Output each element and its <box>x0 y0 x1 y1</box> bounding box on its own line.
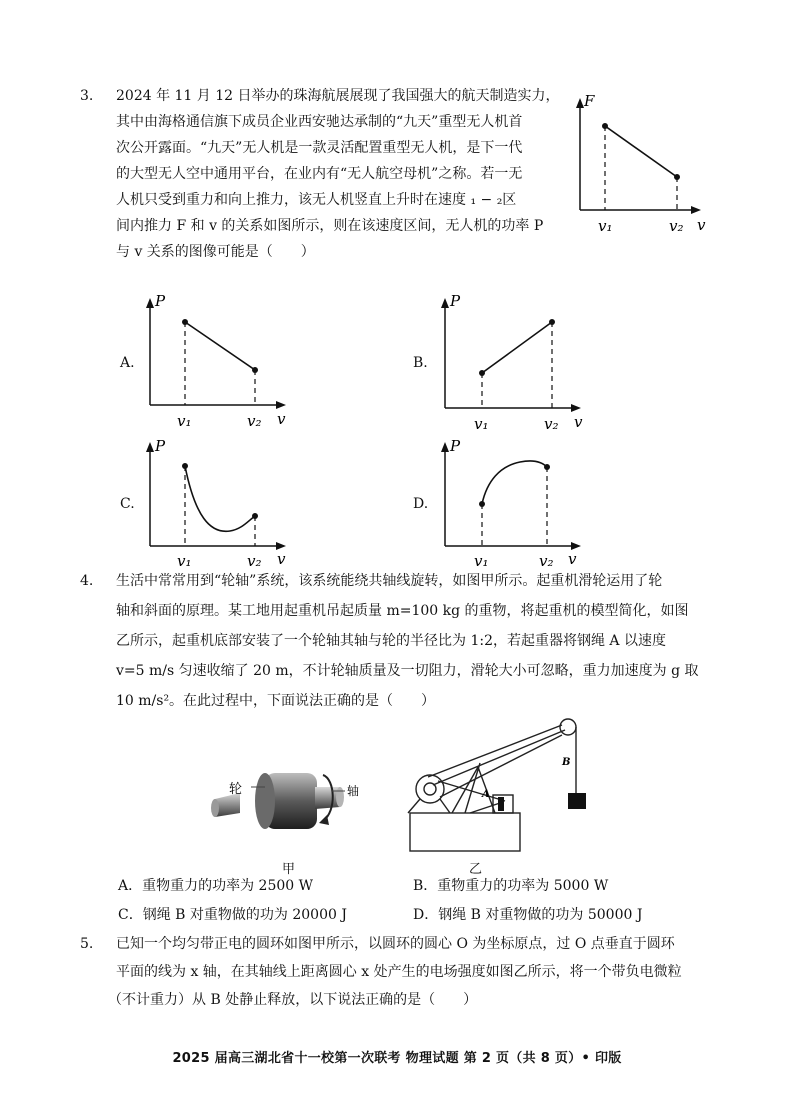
c-v1-label: v₁ <box>177 552 192 568</box>
q3-line-3: 次公开露面。“九天”无人机是一款灵活配置重型无人机，是下一代 <box>116 140 523 156</box>
pulley <box>560 719 576 735</box>
main-x-label: v <box>697 216 706 234</box>
main-y-label: F <box>584 92 595 110</box>
main-f-line <box>605 126 677 177</box>
wheel-label: 轮 <box>229 782 243 797</box>
q4-line-2: 轴和斜面的原理。某工地用起重机吊起质量 m=100 kg 的重物，将起重机的模型简化，如图 <box>116 603 689 619</box>
d-y-label: P <box>450 437 461 455</box>
d-v2-label: v₂ <box>539 552 554 568</box>
fig-jia-caption: 甲 <box>282 862 296 877</box>
q4-option-d[interactable]: D．钢绳 B 对重物做的功为 50000 J <box>413 907 643 923</box>
crane-base <box>410 813 520 851</box>
d-v1-label: v₁ <box>474 552 489 568</box>
a-x-label: v <box>277 410 286 428</box>
crane-winch <box>416 775 444 803</box>
b-x-label: v <box>574 413 583 430</box>
q3-option-c-graph[interactable] <box>140 436 300 568</box>
axle-label: 轴 <box>347 784 360 798</box>
b-p-line <box>482 322 552 373</box>
main-point-1 <box>602 123 608 129</box>
q5-line-1: 已知一个均匀带正电的圆环如图甲所示，以圆环的圆心 O 为坐标原点，过 O 点垂直于圆环 <box>116 936 675 952</box>
rope-a <box>438 781 505 801</box>
q3-number: 3. <box>80 88 94 104</box>
q5-number: 5. <box>80 936 94 952</box>
q3-option-b-label[interactable]: B. <box>413 355 428 371</box>
main-v1-label: v₁ <box>598 217 613 235</box>
q3-option-b-graph[interactable] <box>435 290 595 430</box>
q5-line-2: 平面的线为 x 轴，在其轴线上距离圆心 x 处产生的电场强度如图乙所示，将一个带负电微粒 <box>116 964 682 980</box>
main-v2-label: v₂ <box>669 217 684 235</box>
q4-line-5: 10 m/s²。在此过程中，下面说法正确的是（ ） <box>116 693 436 709</box>
q5-line-3: （不计重力）从 B 处静止释放，以下说法正确的是（ ） <box>108 992 478 1008</box>
a-v1-label: v₁ <box>177 412 192 430</box>
d-p-curve <box>482 461 547 504</box>
main-y-arrow <box>576 98 584 108</box>
b-v2-label: v₂ <box>544 415 559 430</box>
q4-option-b[interactable]: B．重物重力的功率为 5000 W <box>413 878 609 894</box>
q3-option-d-label[interactable]: D. <box>413 496 429 512</box>
d-x-label: v <box>568 550 577 568</box>
q3-line-2: 其中由海格通信旗下成员企业西安驰达承制的“九天”重型无人机首 <box>116 114 523 130</box>
rope-b-label: B <box>562 757 571 768</box>
q3-line-4: 的大型无人空中通用平台，在业内有“无人航空母机”之称。若一无 <box>116 166 523 182</box>
wheel-axle-figure <box>205 755 375 850</box>
a-y-label: P <box>155 292 166 310</box>
crane-figure <box>400 715 600 855</box>
q3-option-a-label[interactable]: A. <box>120 355 135 371</box>
c-y-label: P <box>155 437 166 455</box>
q3-line-1: 2024 年 11 月 12 日举办的珠海航展展现了我国强大的航天制造实力， <box>116 88 560 104</box>
b-v1-label: v₁ <box>474 415 489 430</box>
main-x-arrow <box>691 206 701 214</box>
q4-line-3: 乙所示，起重机底部安装了一个轮轴其轴与轮的半径比为 1:2，若起重器将钢绳 A 以速度 <box>116 633 666 649</box>
q4-option-c[interactable]: C．钢绳 B 对重物做的功为 20000 J <box>118 907 347 923</box>
a-v2-label: v₂ <box>247 412 262 430</box>
heavy-object <box>568 793 586 809</box>
q4-option-a[interactable]: A．重物重力的功率为 2500 W <box>118 878 314 894</box>
c-v2-label: v₂ <box>247 552 262 568</box>
q3-main-graph <box>565 90 715 240</box>
q3-option-c-label[interactable]: C. <box>120 496 135 512</box>
b-y-label: P <box>450 292 461 310</box>
q4-number: 4. <box>80 573 94 589</box>
q3-option-a-graph[interactable] <box>140 290 300 430</box>
q3-line-5: 人机只受到重力和向上推力，该无人机竖直上升时在速度 ₁ − ₂区 <box>116 192 517 208</box>
q4-line-4: v=5 m/s 匀速收缩了 20 m，不计轮轴质量及一切阻力，滑轮大小可忽略，重力加速度为 g 取 <box>116 663 699 679</box>
c-x-label: v <box>277 550 286 568</box>
q3-line-6: 间内推力 F 和 v 的关系如图所示，则在该速度区间，无人机的功率 P <box>116 218 544 234</box>
rope-a-label: A <box>482 789 490 800</box>
c-p-curve <box>185 466 255 531</box>
q3-line-7: 与 v 关系的图像可能是（ ） <box>116 244 315 260</box>
a-p-line <box>185 322 255 370</box>
q3-option-d-graph[interactable] <box>435 436 595 568</box>
main-point-2 <box>674 174 680 180</box>
page-footer: 2025 届高三湖北省十一校第一次联考 物理试题 第 2 页（共 8 页）• 印版 <box>172 1051 622 1066</box>
q4-line-1: 生活中常常用到“轮轴”系统，该系统能绕共轴线旋转，如图甲所示。起重机滑轮运用了轮 <box>116 573 663 589</box>
fig-yi-caption: 乙 <box>469 862 483 877</box>
